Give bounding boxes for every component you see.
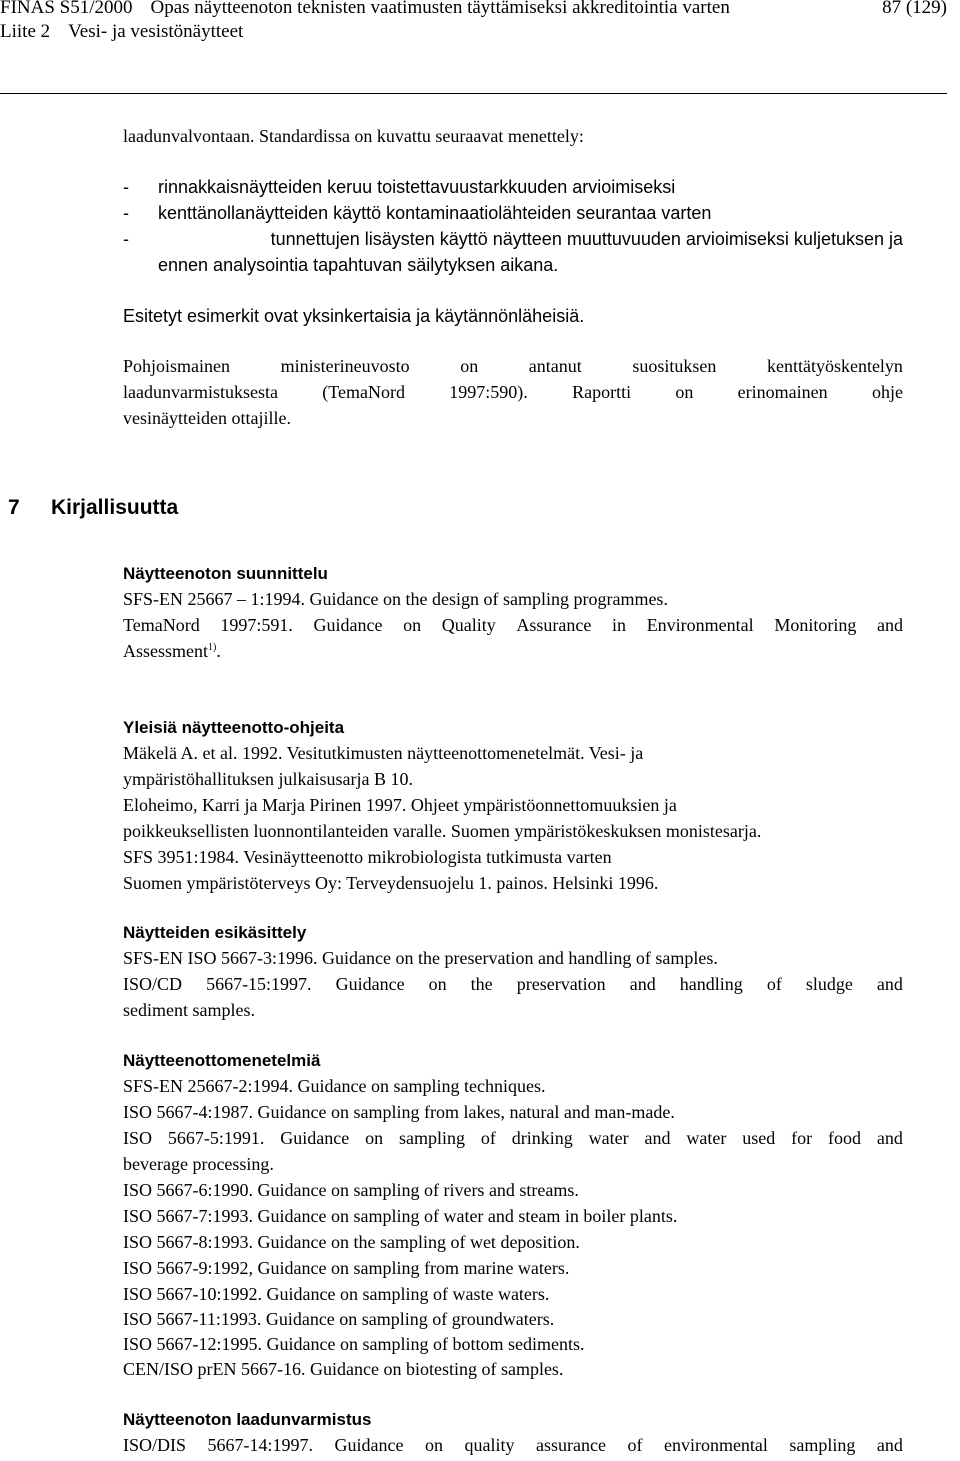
subheading: Näytteenottomenetelmiä: [123, 1051, 321, 1070]
reference: ISO 5667-6:1990. Guidance on sampling of rivers and streams.: [123, 1180, 579, 1200]
reference: ISO 5667-7:1993. Guidance on sampling of water and steam in boiler plants.: [123, 1206, 678, 1226]
page-header-line2: [0, 21, 243, 43]
reference: ISO 5667-5:1991. Guidance on sampling of drinking water and water used for food and: [123, 1128, 903, 1148]
reference-continuation: Assessment$^{1)}$.: [123, 641, 221, 661]
reference: TemaNord 1997:591. Guidance on Quality Assurance in Environmental Monitoring and: [123, 615, 903, 635]
paragraph: Esitetyt esimerkit ovat yksinkertaisia ja käytännönläheisiä.: [123, 306, 585, 326]
reference: Suomen ympäristöterveys Oy: Terveydensuojelu 1. painos. Helsinki 1996.: [123, 873, 659, 893]
bullet-item: - rinnakkaisnäytteiden keruu toistettavuustarkkuuden arvioimiseksi: [123, 177, 676, 197]
paragraph-line: Pohjoismainen ministerineuvosto on antanut suosituksen kenttätyöskentelyn: [123, 356, 903, 376]
page-header-line1: [0, 0, 730, 19]
reference: SFS-EN ISO 5667-3:1996. Guidance on the preservation and handling of samples.: [123, 948, 718, 968]
intro-line: laadunvalvontaan. Standardissa on kuvattu seuraavat menettely:: [123, 126, 584, 146]
header-rule: [0, 93, 947, 94]
subheading: Näytteenoton suunnittelu: [123, 564, 328, 583]
bullet-item: - kenttänollanäytteiden käyttö kontaminaatiolähteiden seurantaa varten: [123, 203, 712, 223]
section-heading: [8, 495, 178, 521]
subheading: Yleisiä näytteenotto-ohjeita: [123, 718, 345, 737]
doc-code: FINAS S51/2000: [0, 0, 133, 18]
reference-continuation: ympäristöhallituksen julkaisusarja B 10.: [123, 769, 413, 789]
reference-continuation: sediment samples.: [123, 1000, 255, 1020]
reference-continuation: poikkeuksellisten luonnontilanteiden varalle. Suomen ympäristökeskuksen monistesarja.: [123, 821, 762, 841]
reference: ISO/DIS 5667-14:1997. Guidance on quality assurance of environmental sampling and: [123, 1435, 903, 1455]
reference-continuation: beverage processing.: [123, 1154, 274, 1174]
doc-title: Opas näytteenoton teknisten vaatimusten täyttämiseksi akkreditointia varten: [150, 0, 730, 18]
appendix-label: Liite 2: [0, 21, 51, 42]
reference: SFS-EN 25667 – 1:1994. Guidance on the design of sampling programmes.: [123, 589, 668, 609]
reference: SFS 3951:1984. Vesinäytteenotto mikrobiologista tutkimusta varten: [123, 847, 612, 867]
reference: ISO 5667-9:1992, Guidance on sampling from marine waters.: [123, 1258, 570, 1278]
bullet-item: - tunnettujen lisäysten käyttö näytteen muuttuvuuden arvioimiseksi kuljetuksen ja: [123, 229, 903, 249]
appendix-title: Vesi- ja vesistönäytteet: [68, 21, 244, 42]
section-title: Kirjallisuutta: [51, 496, 179, 519]
page-number: 87 (129): [882, 0, 947, 18]
reference: SFS-EN 25667-2:1994. Guidance on sampling techniques.: [123, 1076, 546, 1096]
paragraph-line: vesinäytteiden ottajille.: [123, 408, 291, 428]
reference: Eloheimo, Karri ja Marja Pirinen 1997. Ohjeet ympäristöonnettomuuksien ja: [123, 795, 677, 815]
footnote-marker: 1): [208, 642, 217, 653]
reference: Mäkelä A. et al. 1992. Vesitutkimusten näytteenottomenetelmät. Vesi- ja: [123, 743, 644, 763]
reference: ISO 5667-4:1987. Guidance on sampling from lakes, natural and man-made.: [123, 1102, 675, 1122]
subheading: Näytteenoton laadunvarmistus: [123, 1410, 372, 1429]
reference: ISO 5667-8:1993. Guidance on the sampling of wet deposition.: [123, 1232, 580, 1252]
reference: ISO 5667-10:1992. Guidance on sampling of waste waters.: [123, 1284, 550, 1304]
section-number: 7: [8, 496, 20, 519]
reference: ISO/CD 5667-15:1997. Guidance on the preservation and handling of sludge and: [123, 974, 903, 994]
reference: ISO 5667-12:1995. Guidance on sampling of bottom sediments.: [123, 1334, 585, 1354]
reference: ISO 5667-11:1993. Guidance on sampling of groundwaters.: [123, 1309, 555, 1329]
paragraph-line: laadunvarmistuksesta (TemaNord 1997:590). Raportti on erinomainen ohje: [123, 382, 903, 402]
bullet-continuation: ennen analysointia tapahtuvan säilytyksen aikana.: [158, 255, 559, 275]
reference: CEN/ISO prEN 5667-16. Guidance on biotesting of samples.: [123, 1359, 564, 1379]
subheading: Näytteiden esikäsittely: [123, 923, 307, 942]
